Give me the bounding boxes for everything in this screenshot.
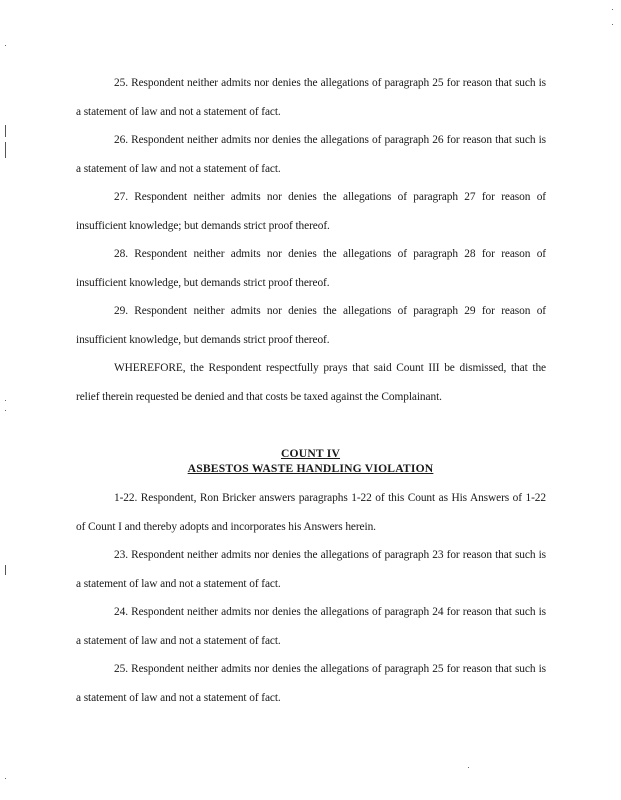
scan-speck	[468, 767, 469, 768]
paragraph-25-count-iv: 25. Respondent neither admits nor denies the allegations of paragraph 25 for reason that such is a statement of law and not a statement of fact.	[76, 663, 546, 704]
paragraph-28: 28. Respondent neither admits nor denies the allegations of paragraph 28 for reason of insufficient knowledge, but demands strict proof thereof.	[76, 248, 546, 289]
scan-speck	[5, 400, 6, 401]
scan-speck	[5, 410, 6, 411]
paragraph-25-count-iii: 25. Respondent neither admits nor denies the allegations of paragraph 25 for reason that such is a statement of law and not a statement of fact.	[76, 77, 546, 118]
count-heading: COUNT IV	[280, 447, 341, 460]
scan-speck	[5, 45, 6, 46]
scan-speck	[612, 24, 613, 25]
scan-edge-mark	[5, 125, 6, 137]
scan-edge-mark	[5, 565, 6, 575]
count-subheading: ASBESTOS WASTE HANDLING VIOLATION	[187, 462, 434, 475]
paragraph-27: 27. Respondent neither admits nor denies the allegations of paragraph 27 for reason of insufficient knowledge; but demands strict proof thereof.	[76, 191, 546, 232]
wherefore-clause: WHEREFORE, the Respondent respectfully prays that said Count III be dismissed, that the relief therein requested be denied and that costs be taxed against the Complainant.	[76, 362, 546, 403]
paragraph-29: 29. Respondent neither admits nor denies the allegations of paragraph 29 for reason of insufficient knowledge, but demands strict proof thereof.	[76, 305, 546, 346]
paragraph-26: 26. Respondent neither admits nor denies the allegations of paragraph 26 for reason that such is a statement of law and not a statement of fact.	[76, 134, 546, 175]
scan-speck	[612, 9, 613, 10]
paragraph-24: 24. Respondent neither admits nor denies the allegations of paragraph 24 for reason that such is a statement of law and not a statement of fact.	[76, 606, 546, 647]
scan-edge-mark	[5, 142, 6, 158]
paragraph-23: 23. Respondent neither admits nor denies the allegations of paragraph 23 for reason that such is a statement of law and not a statement of fact.	[76, 549, 546, 590]
paragraph-1-22: 1-22. Respondent, Ron Bricker answers paragraphs 1-22 of this Count as His Answers of 1-22 of Count I and thereby adopts and incorporates his Answers herein.	[76, 492, 546, 533]
scan-speck	[5, 778, 6, 779]
